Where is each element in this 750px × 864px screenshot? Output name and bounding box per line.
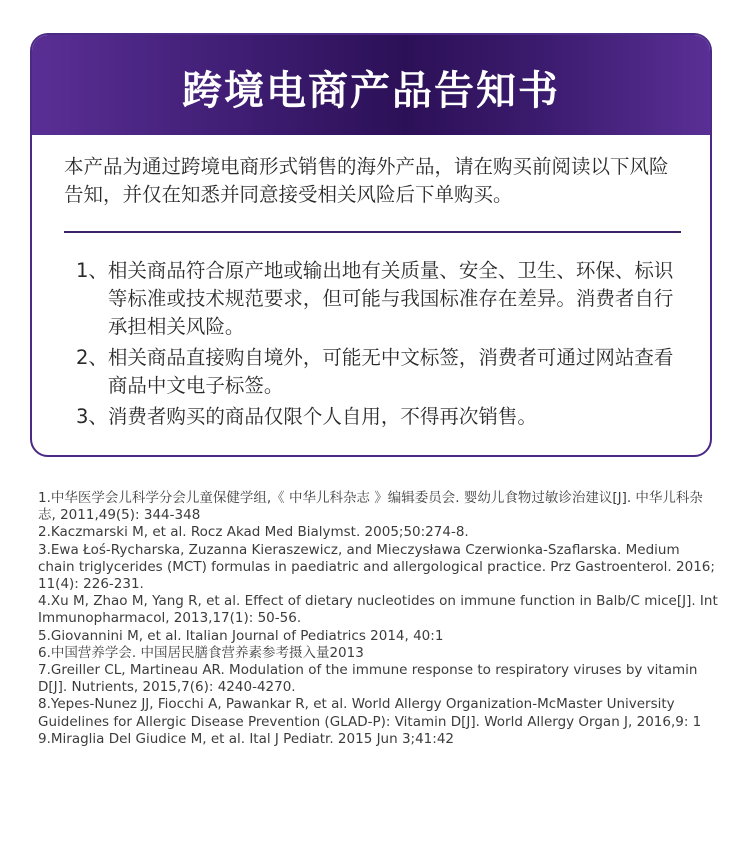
reference-item: 4.Xu M, Zhao M, Yang R, et al. Effect of dietary nucleotides on immune function in Balb/C mice[J]. Int Immunopharmacol, 2013,17(1): 50-56. (38, 593, 718, 627)
reference-item: 3.Ewa Łoś-Rycharska, Zuzanna Kieraszewicz, and Mieczysława Czerwionka-Szaflarska. Medium chain triglycerides (MCT) formulas in paediatric and allergological practice. Prz Gastroenterol. 2016; 11(4): 226-231. (38, 541, 715, 593)
notice-card (30, 33, 712, 457)
risk-item-text: 消费者购买的商品仅限个人自用，不得再次销售。 (107, 405, 537, 428)
risk-item (76, 257, 686, 341)
risk-item-number: 1、 (76, 259, 108, 282)
divider (64, 231, 681, 233)
risk-list (76, 257, 686, 434)
risk-item (76, 344, 686, 400)
notice-title: 跨境电商产品告知书 (182, 67, 560, 114)
risk-item-number: 2、 (76, 346, 108, 369)
reference-item: 8.Yepes-Nunez JJ, Fiocchi A, Pawankar R, et al. World Allergy Organization-McMaster University Guidelines for Allergic Disease Prevention (GLAD-P): Vitamin D[J]. World Allergy Organ J, 2016,9: 1 (38, 696, 702, 730)
notice-header (32, 35, 710, 135)
reference-item: 1.中华医学会儿科学分会儿童保健学组,《 中华儿科杂志 》编辑委员会. 婴幼儿食物过敏诊治建议[J]. 中华儿科杂志, 2011,49(5): 344-348 (38, 490, 703, 524)
risk-item-text: 相关商品符合原产地或输出地有关质量、安全、卫生、环保、标识等标准或技术规范要求，但可能与我国标准存在差异。消费者自行承担相关风险。 (107, 259, 674, 338)
reference-item: 7.Greiller CL, Martineau AR. Modulation of the immune response to respiratory viruses by vitamin D[J]. Nutrients, 2015,7(6): 4240-4270. (38, 662, 698, 696)
reference-item: 2.Kaczmarski M, et al. Rocz Akad Med Bialymst. 2005;50:274-8. (38, 524, 469, 541)
reference-item: 9.Miraglia Del Giudice M, et al. Ital J Pediatr. 2015 Jun 3;41:42 (38, 730, 454, 747)
risk-item-text: 相关商品直接购自境外，可能无中文标签，消费者可通过网站查看商品中文电子标签。 (107, 346, 674, 397)
notice-intro: 本产品为通过跨境电商形式销售的海外产品，请在购买前阅读以下风险告知，并仅在知悉并同意接受相关风险后下单购买。 (64, 155, 669, 206)
reference-item: 5.Giovannini M, et al. Italian Journal of Pediatrics 2014, 40:1 (38, 627, 444, 644)
reference-item: 6.中国营养学会. 中国居民膳食营养素参考摄入量2013 (38, 644, 364, 661)
risk-item (76, 403, 686, 431)
risk-item-number: 3、 (76, 405, 108, 428)
reference-list (38, 490, 718, 748)
